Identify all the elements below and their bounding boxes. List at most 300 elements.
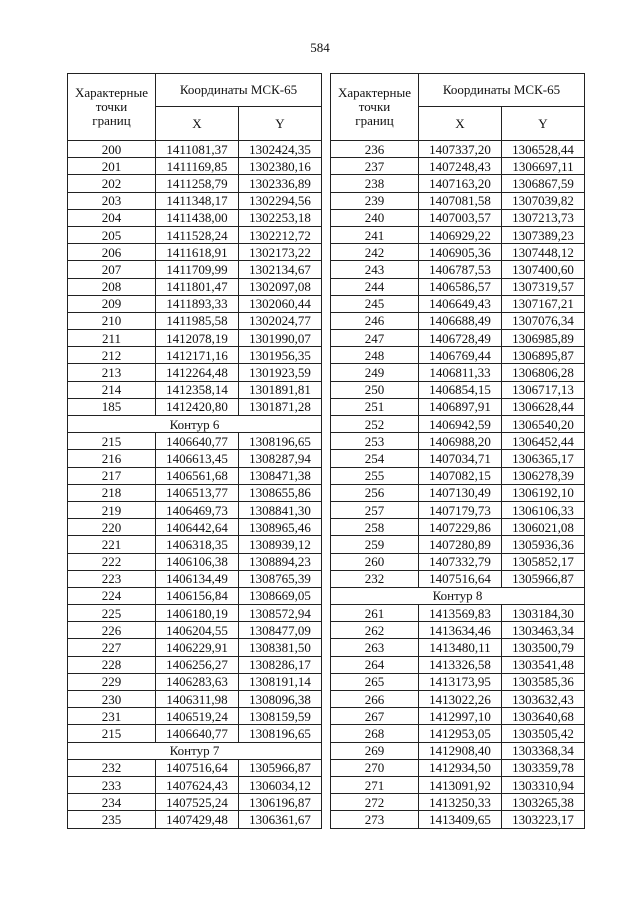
- x-coordinate-cell: 1406640,77: [156, 433, 239, 450]
- point-number-cell: 249: [331, 364, 419, 381]
- x-coordinate-cell: 1413569,83: [419, 605, 502, 622]
- x-coordinate-cell: 1413634,46: [419, 622, 502, 639]
- table-row: [68, 673, 322, 690]
- y-coordinate-cell: 1306278,39: [502, 467, 585, 484]
- y-coordinate-cell: 1301990,07: [239, 330, 322, 347]
- y-coordinate-cell: 1306806,28: [502, 364, 585, 381]
- y-coordinate-cell: 1303585,36: [502, 673, 585, 690]
- table-row: [331, 794, 585, 811]
- x-coordinate-cell: 1407280,89: [419, 536, 502, 553]
- y-coordinate-cell: 1308572,94: [239, 605, 322, 622]
- table-row: [331, 330, 585, 347]
- x-coordinate-cell: 1411618,91: [156, 244, 239, 261]
- table-row: [68, 622, 322, 639]
- y-coordinate-cell: 1303505,42: [502, 725, 585, 742]
- point-number-cell: 256: [331, 484, 419, 501]
- x-coordinate-cell: 1407332,79: [419, 553, 502, 570]
- page-number: 584: [310, 40, 330, 55]
- point-number-cell: 239: [331, 192, 419, 209]
- x-coordinate-cell: 1407516,64: [156, 759, 239, 776]
- x-coordinate-cell: 1406256,27: [156, 656, 239, 673]
- x-coordinate-cell: 1413326,58: [419, 656, 502, 673]
- point-number-cell: 268: [331, 725, 419, 742]
- table-row: [331, 364, 585, 381]
- x-coordinate-cell: 1406283,63: [156, 673, 239, 690]
- x-coordinate-cell: 1407229,86: [419, 519, 502, 536]
- y-coordinate-cell: 1308841,30: [239, 501, 322, 518]
- point-number-cell: 210: [68, 312, 156, 329]
- x-coordinate-cell: 1406942,59: [419, 416, 502, 433]
- table-row: [68, 312, 322, 329]
- y-coordinate-cell: 1302173,22: [239, 244, 322, 261]
- y-coordinate-cell: 1308196,65: [239, 725, 322, 742]
- table-row: [331, 811, 585, 828]
- x-coordinate-cell: 1412997,10: [419, 708, 502, 725]
- x-coordinate-cell: 1406229,91: [156, 639, 239, 656]
- point-number-cell: 200: [68, 141, 156, 158]
- y-coordinate-cell: 1308196,65: [239, 433, 322, 450]
- x-coordinate-cell: 1406134,49: [156, 570, 239, 587]
- point-number-cell: 221: [68, 536, 156, 553]
- point-number-cell: 269: [331, 742, 419, 759]
- point-number-cell: 264: [331, 656, 419, 673]
- table-row: [331, 347, 585, 364]
- x-coordinate-cell: 1411709,99: [156, 261, 239, 278]
- point-number-cell: 229: [68, 673, 156, 690]
- table-row: [68, 794, 322, 811]
- point-number-cell: 211: [68, 330, 156, 347]
- y-coordinate-cell: 1307213,73: [502, 209, 585, 226]
- x-coordinate-cell: 1406469,73: [156, 501, 239, 518]
- contour-label: Контур 8: [331, 587, 585, 604]
- y-coordinate-cell: 1306034,12: [239, 776, 322, 793]
- table-row: [68, 192, 322, 209]
- table-row: [68, 725, 322, 742]
- table-row: [68, 811, 322, 828]
- table-row: [68, 398, 322, 415]
- y-coordinate-cell: 1308765,39: [239, 570, 322, 587]
- point-number-cell: 241: [331, 226, 419, 243]
- table-row: [331, 673, 585, 690]
- table-row: [68, 553, 322, 570]
- y-coordinate-cell: 1308655,86: [239, 484, 322, 501]
- table-row: [68, 776, 322, 793]
- point-number-cell: 230: [68, 691, 156, 708]
- point-number-cell: 247: [331, 330, 419, 347]
- table-row: [331, 622, 585, 639]
- table-row: [68, 639, 322, 656]
- x-coordinate-cell: 1406905,36: [419, 244, 502, 261]
- coordinates-table-right: [330, 73, 585, 829]
- y-coordinate-cell: 1306985,89: [502, 330, 585, 347]
- x-coordinate-cell: 1406613,45: [156, 450, 239, 467]
- table-row: [331, 381, 585, 398]
- table-row: [68, 244, 322, 261]
- table-row: [331, 467, 585, 484]
- table-row: [331, 536, 585, 553]
- table-row: [331, 759, 585, 776]
- point-number-cell: 228: [68, 656, 156, 673]
- point-number-cell: 261: [331, 605, 419, 622]
- x-coordinate-cell: 1406513,77: [156, 484, 239, 501]
- points-header-line3: границ: [355, 113, 394, 128]
- x-header: X: [419, 107, 502, 141]
- y-coordinate-cell: 1306192,10: [502, 484, 585, 501]
- x-coordinate-cell: 1406106,38: [156, 553, 239, 570]
- y-header: Y: [502, 107, 585, 141]
- x-coordinate-cell: 1407081,58: [419, 192, 502, 209]
- table-row: [68, 656, 322, 673]
- y-coordinate-cell: 1307167,21: [502, 295, 585, 312]
- point-number-cell: 265: [331, 673, 419, 690]
- table-row: [331, 192, 585, 209]
- point-number-cell: 232: [331, 570, 419, 587]
- y-coordinate-cell: 1303223,17: [502, 811, 585, 828]
- point-number-cell: 267: [331, 708, 419, 725]
- y-coordinate-cell: 1307076,34: [502, 312, 585, 329]
- x-coordinate-cell: 1406640,77: [156, 725, 239, 742]
- point-number-cell: 273: [331, 811, 419, 828]
- x-coordinate-cell: 1406156,84: [156, 587, 239, 604]
- point-number-cell: 262: [331, 622, 419, 639]
- x-coordinate-cell: 1406728,49: [419, 330, 502, 347]
- y-coordinate-cell: 1306895,87: [502, 347, 585, 364]
- table-row: [68, 209, 322, 226]
- y-coordinate-cell: 1308096,38: [239, 691, 322, 708]
- y-coordinate-cell: 1302024,77: [239, 312, 322, 329]
- y-coordinate-cell: 1306021,08: [502, 519, 585, 536]
- table-row: [68, 261, 322, 278]
- x-coordinate-cell: 1407082,15: [419, 467, 502, 484]
- table-row: [331, 209, 585, 226]
- y-coordinate-cell: 1303541,48: [502, 656, 585, 673]
- x-coordinate-cell: 1411348,17: [156, 192, 239, 209]
- table-row: [331, 450, 585, 467]
- points-header: [331, 74, 419, 141]
- x-coordinate-cell: 1406318,35: [156, 536, 239, 553]
- x-coordinate-cell: 1413173,95: [419, 673, 502, 690]
- x-coordinate-cell: 1406769,44: [419, 347, 502, 364]
- contour-row: [331, 587, 585, 604]
- y-coordinate-cell: 1303500,79: [502, 639, 585, 656]
- x-coordinate-cell: 1406988,20: [419, 433, 502, 450]
- point-number-cell: 271: [331, 776, 419, 793]
- x-coordinate-cell: 1412908,40: [419, 742, 502, 759]
- point-number-cell: 220: [68, 519, 156, 536]
- coords-header: Координаты МСК-65: [419, 74, 585, 107]
- y-coordinate-cell: 1302294,56: [239, 192, 322, 209]
- y-coordinate-cell: 1301891,81: [239, 381, 322, 398]
- point-number-cell: 260: [331, 553, 419, 570]
- points-header-line2: точки: [95, 99, 128, 114]
- table-row: [68, 519, 322, 536]
- point-number-cell: 206: [68, 244, 156, 261]
- table-row: [331, 553, 585, 570]
- y-coordinate-cell: 1303632,43: [502, 691, 585, 708]
- x-coordinate-cell: 1411985,58: [156, 312, 239, 329]
- table-row: [68, 759, 322, 776]
- table-row: [331, 158, 585, 175]
- point-number-cell: 205: [68, 226, 156, 243]
- x-coordinate-cell: 1412264,48: [156, 364, 239, 381]
- table-row: [68, 467, 322, 484]
- point-number-cell: 216: [68, 450, 156, 467]
- x-coordinate-cell: 1406649,43: [419, 295, 502, 312]
- table-row: [331, 725, 585, 742]
- x-coordinate-cell: 1406442,64: [156, 519, 239, 536]
- x-coordinate-cell: 1407624,43: [156, 776, 239, 793]
- point-number-cell: 232: [68, 759, 156, 776]
- table-row: [68, 587, 322, 604]
- x-coordinate-cell: 1406897,91: [419, 398, 502, 415]
- table-row: [68, 381, 322, 398]
- points-header-line2: точки: [358, 99, 391, 114]
- x-coordinate-cell: 1413250,33: [419, 794, 502, 811]
- y-coordinate-cell: 1307389,23: [502, 226, 585, 243]
- y-coordinate-cell: 1302380,16: [239, 158, 322, 175]
- table-row: [68, 450, 322, 467]
- points-header: [68, 74, 156, 141]
- y-coordinate-cell: 1303640,68: [502, 708, 585, 725]
- point-number-cell: 237: [331, 158, 419, 175]
- y-coordinate-cell: 1308669,05: [239, 587, 322, 604]
- point-number-cell: 257: [331, 501, 419, 518]
- x-coordinate-cell: 1406519,24: [156, 708, 239, 725]
- coordinates-table-left: [67, 73, 322, 829]
- y-coordinate-cell: 1303184,30: [502, 605, 585, 622]
- point-number-cell: 272: [331, 794, 419, 811]
- x-coordinate-cell: 1411893,33: [156, 295, 239, 312]
- point-number-cell: 235: [68, 811, 156, 828]
- point-number-cell: 240: [331, 209, 419, 226]
- x-coordinate-cell: 1412078,19: [156, 330, 239, 347]
- y-coordinate-cell: 1303359,78: [502, 759, 585, 776]
- x-coordinate-cell: 1407179,73: [419, 501, 502, 518]
- x-coordinate-cell: 1411528,24: [156, 226, 239, 243]
- point-number-cell: 244: [331, 278, 419, 295]
- point-number-cell: 246: [331, 312, 419, 329]
- contour-label: Контур 6: [68, 416, 322, 433]
- x-coordinate-cell: 1411169,85: [156, 158, 239, 175]
- table-row: [68, 330, 322, 347]
- table-row: [331, 278, 585, 295]
- point-number-cell: 270: [331, 759, 419, 776]
- point-number-cell: 202: [68, 175, 156, 192]
- point-number-cell: 233: [68, 776, 156, 793]
- table-row: [331, 742, 585, 759]
- y-coordinate-cell: 1302097,08: [239, 278, 322, 295]
- y-coordinate-cell: 1308965,46: [239, 519, 322, 536]
- y-coordinate-cell: 1301871,28: [239, 398, 322, 415]
- y-coordinate-cell: 1303310,94: [502, 776, 585, 793]
- point-number-cell: 218: [68, 484, 156, 501]
- x-coordinate-cell: 1406586,57: [419, 278, 502, 295]
- x-coordinate-cell: 1406204,55: [156, 622, 239, 639]
- point-number-cell: 266: [331, 691, 419, 708]
- point-number-cell: 207: [68, 261, 156, 278]
- table-row: [331, 691, 585, 708]
- point-number-cell: 231: [68, 708, 156, 725]
- y-coordinate-cell: 1302212,72: [239, 226, 322, 243]
- y-coordinate-cell: 1308477,09: [239, 622, 322, 639]
- table-row: [331, 244, 585, 261]
- x-header: X: [156, 107, 239, 141]
- table-row: [331, 175, 585, 192]
- point-number-cell: 203: [68, 192, 156, 209]
- table-row: [331, 501, 585, 518]
- y-coordinate-cell: 1303265,38: [502, 794, 585, 811]
- y-coordinate-cell: 1303463,34: [502, 622, 585, 639]
- y-coordinate-cell: 1307400,60: [502, 261, 585, 278]
- point-number-cell: 227: [68, 639, 156, 656]
- y-coordinate-cell: 1305936,36: [502, 536, 585, 553]
- y-coordinate-cell: 1306106,33: [502, 501, 585, 518]
- point-number-cell: 242: [331, 244, 419, 261]
- point-number-cell: 251: [331, 398, 419, 415]
- x-coordinate-cell: 1412171,16: [156, 347, 239, 364]
- y-coordinate-cell: 1305966,87: [502, 570, 585, 587]
- point-number-cell: 226: [68, 622, 156, 639]
- table-row: [331, 433, 585, 450]
- table-row: [68, 605, 322, 622]
- point-number-cell: 219: [68, 501, 156, 518]
- x-coordinate-cell: 1411258,79: [156, 175, 239, 192]
- x-coordinate-cell: 1411801,47: [156, 278, 239, 295]
- y-coordinate-cell: 1306365,17: [502, 450, 585, 467]
- table-row: [331, 398, 585, 415]
- contour-row: [68, 416, 322, 433]
- table-row: [68, 570, 322, 587]
- table-row: [68, 501, 322, 518]
- table-row: [331, 484, 585, 501]
- point-number-cell: 209: [68, 295, 156, 312]
- x-coordinate-cell: 1406929,22: [419, 226, 502, 243]
- table-row: [68, 158, 322, 175]
- y-coordinate-cell: 1302134,67: [239, 261, 322, 278]
- table-row: [68, 347, 322, 364]
- point-number-cell: 245: [331, 295, 419, 312]
- x-coordinate-cell: 1411081,37: [156, 141, 239, 158]
- table-row: [331, 570, 585, 587]
- y-coordinate-cell: 1301956,35: [239, 347, 322, 364]
- table-row: [68, 295, 322, 312]
- y-coordinate-cell: 1306361,67: [239, 811, 322, 828]
- y-coordinate-cell: 1307448,12: [502, 244, 585, 261]
- x-coordinate-cell: 1406854,15: [419, 381, 502, 398]
- y-coordinate-cell: 1308286,17: [239, 656, 322, 673]
- x-coordinate-cell: 1412358,14: [156, 381, 239, 398]
- point-number-cell: 252: [331, 416, 419, 433]
- point-number-cell: 201: [68, 158, 156, 175]
- x-coordinate-cell: 1407003,57: [419, 209, 502, 226]
- x-coordinate-cell: 1407525,24: [156, 794, 239, 811]
- x-coordinate-cell: 1407034,71: [419, 450, 502, 467]
- y-coordinate-cell: 1305852,17: [502, 553, 585, 570]
- x-coordinate-cell: 1406688,49: [419, 312, 502, 329]
- y-coordinate-cell: 1308894,23: [239, 553, 322, 570]
- point-number-cell: 212: [68, 347, 156, 364]
- x-coordinate-cell: 1407248,43: [419, 158, 502, 175]
- y-coordinate-cell: 1308471,38: [239, 467, 322, 484]
- x-coordinate-cell: 1412420,80: [156, 398, 239, 415]
- table-row: [68, 691, 322, 708]
- x-coordinate-cell: 1413480,11: [419, 639, 502, 656]
- table-row: [331, 656, 585, 673]
- y-coordinate-cell: 1306628,44: [502, 398, 585, 415]
- point-number-cell: 215: [68, 725, 156, 742]
- table-row: [68, 536, 322, 553]
- point-number-cell: 208: [68, 278, 156, 295]
- x-coordinate-cell: 1406180,19: [156, 605, 239, 622]
- table-row: [68, 278, 322, 295]
- x-coordinate-cell: 1406561,68: [156, 467, 239, 484]
- table-row: [331, 605, 585, 622]
- x-coordinate-cell: 1411438,00: [156, 209, 239, 226]
- point-number-cell: 214: [68, 381, 156, 398]
- x-coordinate-cell: 1412953,05: [419, 725, 502, 742]
- table-row: [68, 433, 322, 450]
- point-number-cell: 253: [331, 433, 419, 450]
- table-row: [68, 364, 322, 381]
- table-row: [331, 416, 585, 433]
- table-row: [331, 708, 585, 725]
- table-row: [331, 776, 585, 793]
- y-coordinate-cell: 1303368,34: [502, 742, 585, 759]
- y-header: Y: [239, 107, 322, 141]
- x-coordinate-cell: 1406811,33: [419, 364, 502, 381]
- contour-row: [68, 742, 322, 759]
- table-row: [331, 141, 585, 158]
- x-coordinate-cell: 1406787,53: [419, 261, 502, 278]
- points-header-line1: Характерные: [75, 85, 148, 100]
- y-coordinate-cell: 1306697,11: [502, 158, 585, 175]
- table-row: [68, 708, 322, 725]
- y-coordinate-cell: 1306540,20: [502, 416, 585, 433]
- y-coordinate-cell: 1302336,89: [239, 175, 322, 192]
- point-number-cell: 213: [68, 364, 156, 381]
- point-number-cell: 215: [68, 433, 156, 450]
- y-coordinate-cell: 1308191,14: [239, 673, 322, 690]
- x-coordinate-cell: 1407130,49: [419, 484, 502, 501]
- table-row: [331, 519, 585, 536]
- y-coordinate-cell: 1306452,44: [502, 433, 585, 450]
- points-header-line1: Характерные: [338, 85, 411, 100]
- y-coordinate-cell: 1308939,12: [239, 536, 322, 553]
- point-number-cell: 248: [331, 347, 419, 364]
- y-coordinate-cell: 1302424,35: [239, 141, 322, 158]
- y-coordinate-cell: 1308381,50: [239, 639, 322, 656]
- x-coordinate-cell: 1413409,65: [419, 811, 502, 828]
- y-coordinate-cell: 1302253,18: [239, 209, 322, 226]
- y-coordinate-cell: 1306528,44: [502, 141, 585, 158]
- y-coordinate-cell: 1306717,13: [502, 381, 585, 398]
- points-header-line3: границ: [92, 113, 131, 128]
- y-coordinate-cell: 1306867,59: [502, 175, 585, 192]
- point-number-cell: 254: [331, 450, 419, 467]
- table-row: [68, 226, 322, 243]
- coords-header: Координаты МСК-65: [156, 74, 322, 107]
- x-coordinate-cell: 1412934,50: [419, 759, 502, 776]
- y-coordinate-cell: 1305966,87: [239, 759, 322, 776]
- table-row: [331, 295, 585, 312]
- point-number-cell: 263: [331, 639, 419, 656]
- point-number-cell: 234: [68, 794, 156, 811]
- y-coordinate-cell: 1308159,59: [239, 708, 322, 725]
- x-coordinate-cell: 1407516,64: [419, 570, 502, 587]
- point-number-cell: 224: [68, 587, 156, 604]
- table-row: [68, 484, 322, 501]
- y-coordinate-cell: 1302060,44: [239, 295, 322, 312]
